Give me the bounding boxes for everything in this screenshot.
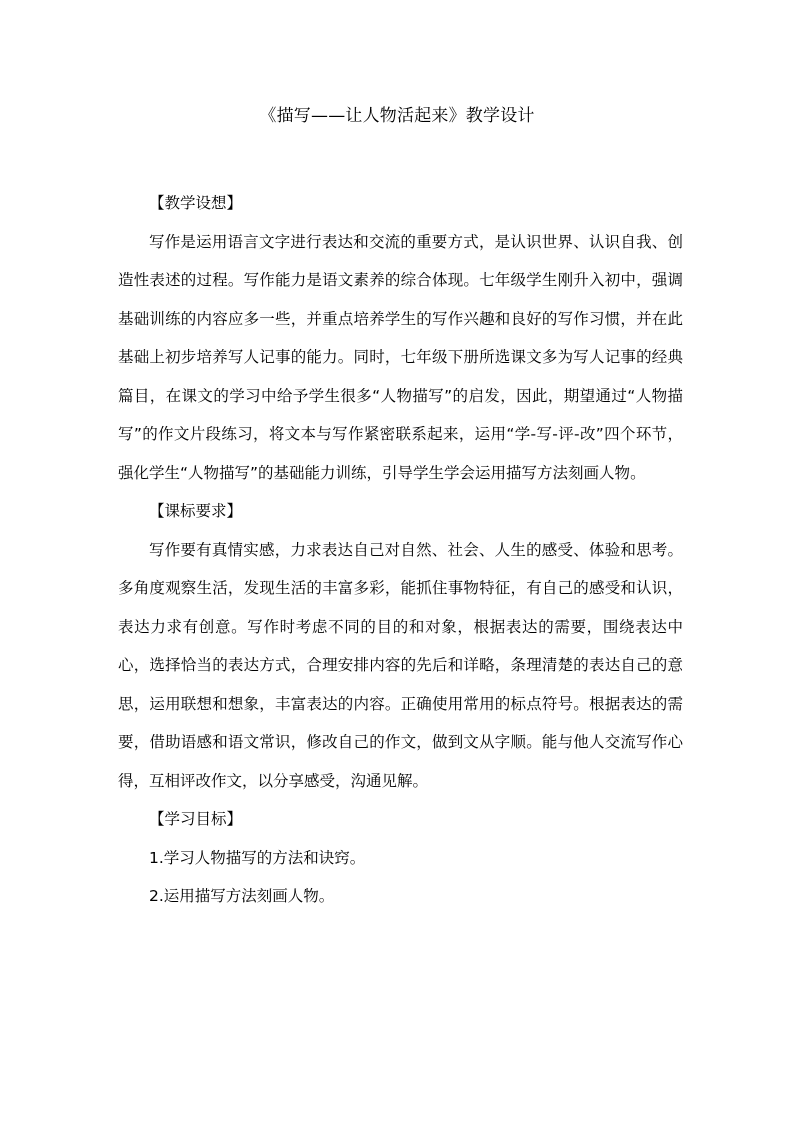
section-heading-learning-objectives: 【学习目标】 (149, 810, 243, 828)
section-heading-teaching-concept: 【教学设想】 (149, 194, 243, 212)
teaching-concept-paragraph: 写作是运用语言文字进行表达和交流的重要方式，是认识世界、认识自我、创造性表述的过程。写作能力是语文素养的综合体现。七年级学生刚升入初中，强调基础训练的内容应多一些，并重点培养学生的写作兴趣和良好的写作习惯，并在此基础上初步培养写人记事的能力。同时，七年级下册所选课文多为写人记事的经典篇目，在课文的学习中给予学生很多“人物描写”的启发，因此，期望通过“人物描写”的作文片段练习，将文本与写作紧密联系起来，运用“学-写-评-改”四个环节，强化学生“人物描写”的基础能力训练，引导学生学会运用描写方法刻画人物。 (118, 232, 683, 482)
curriculum-requirements-paragraph: 写作要有真情实感，力求表达自己对自然、社会、人生的感受、体验和思考。多角度观察生活，发现生活的丰富多彩，能抓住事物特征，有自己的感受和认识，表达力求有创意。写作时考虑不同的目的和对象，根据表达的需要，围绕表达中心，选择恰当的表达方式，合理安排内容的先后和详略，条理清楚的表达自己的意思，运用联想和想象，丰富表达的内容。正确使用常用的标点符号。根据表达的需要，借助语感和语文常识，修改自己的作文，做到文从字顺。能与他人交流写作心得，互相评改作文，以分享感受，沟通见解。 (118, 540, 683, 790)
learning-objective-item: 1.学习人物描写的方法和诀窍。 (149, 848, 366, 867)
learning-objective-item: 2.运用描写方法刻画人物。 (149, 887, 335, 905)
document-body (118, 184, 683, 916)
document-title: 《描写——让人物活起来》教学设计 (259, 106, 535, 126)
section-heading-curriculum-requirements: 【课标要求】 (149, 502, 243, 520)
